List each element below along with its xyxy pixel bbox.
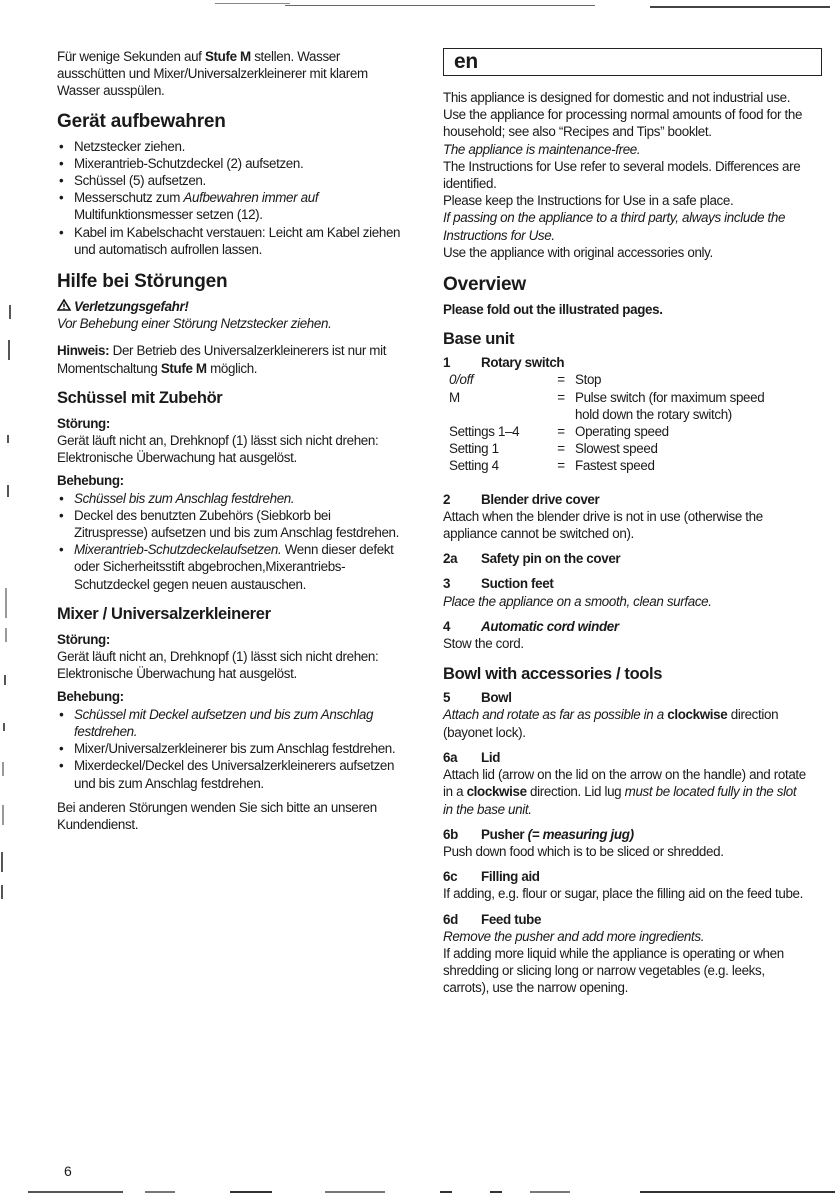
warning-triangle-icon — [57, 298, 71, 315]
mixer-section-heading: Mixer / Universalzerkleinerer — [57, 604, 271, 623]
list-item: • Deckel des benutzten Zubehörs (Siebkorb bei Zitruspresse) aufsetzen und bis zum Anschlag festdrehen. — [57, 507, 407, 541]
item-heading: 6d Feed tube — [443, 911, 542, 927]
troubleshooting-heading: Hilfe bei Störungen — [57, 271, 228, 293]
base-unit-heading: Base unit — [443, 330, 515, 349]
item-heading: 3 Suction feet — [443, 576, 554, 592]
item-text: Push down food which is to be sliced or shredded. — [443, 843, 724, 859]
intro-line: Use the appliance with original accessories only. — [443, 244, 713, 260]
warning-title: Verletzungsgefahr! — [57, 298, 407, 315]
list-item: • Messerschutz zum Aufbewahren immer auf Multifunktionsmesser setzen (12). — [57, 189, 407, 223]
list-item: • Mixerantrieb-Schutzdeckel (2) aufsetzen. — [57, 155, 407, 172]
item-text: Attach and rotate as far as possible in a clockwise direction (bayonet lock). — [443, 707, 779, 740]
fix-list — [57, 706, 407, 792]
item-heading: 5 Bowl — [443, 690, 512, 706]
note-paragraph: Hinweis: Der Betrieb des Universalzerkleinerers ist nur mit Momentschaltung Stufe M möglich. — [57, 343, 387, 376]
item-heading: 1 Rotary switch — [443, 355, 565, 371]
list-item: • Mixerantrieb-Schutzdeckelaufsetzen. Wenn dieser defekt oder Sicherheitsstift abgebrochen,Mixerantriebs-Schutzdeckel gegen neuen austauschen. — [57, 541, 407, 593]
list-item: • Schüssel (5) aufsetzen. — [57, 172, 407, 189]
language-tag-box — [443, 48, 822, 76]
intro-paragraph: Für wenige Sekunden auf Stufe M stellen. Wasser ausschütten und Mixer/Universalzerkleinerer mit klarem Wasser ausspülen. — [57, 49, 368, 99]
overview-heading: Overview — [443, 274, 526, 296]
list-item: • Netzstecker ziehen. — [57, 138, 407, 155]
intro-line: The appliance is maintenance-free. — [443, 141, 641, 157]
item-heading: 2 Blender drive cover — [443, 491, 600, 507]
item-heading: 6c Filling aid — [443, 869, 540, 885]
table-row: M = Pulse switch (for maximum speed hold down the rotary switch) — [449, 389, 765, 422]
german-column — [57, 48, 407, 833]
overview-subtitle: Please fold out the illustrated pages. — [443, 302, 663, 318]
item-text: Stow the cord. — [443, 636, 524, 652]
item-text: Attach lid (arrow on the lid on the arrow on the handle) and rotate in a clockwise direction. Lid lug must be located fully in the slot in the base unit. — [443, 767, 806, 817]
warning-text: Vor Behebung einer Störung Netzstecker ziehen. — [57, 316, 332, 332]
bowl-section-heading: Schüssel mit Zubehör — [57, 388, 223, 407]
item-text: If adding, e.g. flour or sugar, place the filling aid on the feed tube. — [443, 886, 804, 902]
list-item: • Schüssel bis zum Anschlag festdrehen. — [57, 490, 407, 507]
fault-text: Gerät läuft nicht an, Drehknopf (1) lässt sich nicht drehen: Elektronische Überwachung hat ausgelöst. — [57, 433, 379, 466]
storage-heading: Gerät aufbewahren — [57, 110, 226, 132]
page-number: 6 — [64, 1163, 72, 1179]
item-text: If adding more liquid while the appliance is operating or when shredding or slicing long or narrow vegetables (e.g. leeks, carrots), use the narrow opening. — [443, 945, 784, 996]
table-row: Setting 4 = Fastest speed — [449, 458, 655, 474]
table-row: Settings 1–4 = Operating speed — [449, 424, 669, 440]
intro-line: Use the appliance for processing normal amounts of food for the household; see also “Recipes and Tips” booklet. — [443, 107, 803, 140]
item-text: Remove the pusher and add more ingredients. — [443, 928, 705, 944]
item-text: Attach when the blender drive is not in use (otherwise the appliance cannot be switched on). — [443, 508, 763, 542]
table-row: Setting 1 = Slowest speed — [449, 441, 658, 457]
list-item: • Kabel im Kabelschacht verstauen: Leicht am Kabel ziehen und automatisch aufrollen lassen. — [57, 224, 407, 258]
fix-label: Behebung: — [57, 473, 124, 489]
english-column — [443, 48, 808, 997]
item-heading: 6b Pusher (= measuring jug) — [443, 826, 634, 842]
fault-text: Gerät läuft nicht an, Drehknopf (1) lässt sich nicht drehen: Elektronische Überwachung hat ausgelöst. — [57, 649, 379, 682]
fault-label: Störung: — [57, 631, 110, 647]
table-row: 0/off = Stop — [449, 372, 602, 388]
fault-label: Störung: — [57, 415, 110, 431]
item-heading: 4 Automatic cord winder — [443, 618, 619, 634]
list-item: • Schüssel mit Deckel aufsetzen und bis zum Anschlag festdrehen. — [57, 706, 407, 740]
intro-line: This appliance is designed for domestic and not industrial use. — [443, 90, 791, 105]
item-heading: 6a Lid — [443, 749, 501, 765]
language-tag: en — [454, 50, 478, 73]
intro-line: Please keep the Instructions for Use in a safe place. — [443, 193, 734, 209]
fix-label: Behebung: — [57, 689, 124, 705]
rotary-settings-table — [449, 371, 775, 474]
storage-list — [57, 138, 407, 258]
intro-line: The Instructions for Use refer to several models. Differences are identified. — [443, 158, 801, 192]
fix-list — [57, 490, 407, 593]
intro-line: If passing on the appliance to a third party, always include the Instructions for Use. — [443, 210, 786, 243]
closing-text: Bei anderen Störungen wenden Sie sich bitte an unseren Kundendienst. — [57, 799, 377, 832]
item-text: Place the appliance on a smooth, clean surface. — [443, 593, 712, 609]
list-item: • Mixerdeckel/Deckel des Universalzerkleinerers aufsetzen und bis zum Anschlag festdrehen. — [57, 757, 407, 791]
item-heading: 2a Safety pin on the cover — [443, 551, 621, 567]
bowl-heading: Bowl with accessories / tools — [443, 665, 663, 684]
list-item: • Mixer/Universalzerkleinerer bis zum Anschlag festdrehen. — [57, 740, 407, 757]
